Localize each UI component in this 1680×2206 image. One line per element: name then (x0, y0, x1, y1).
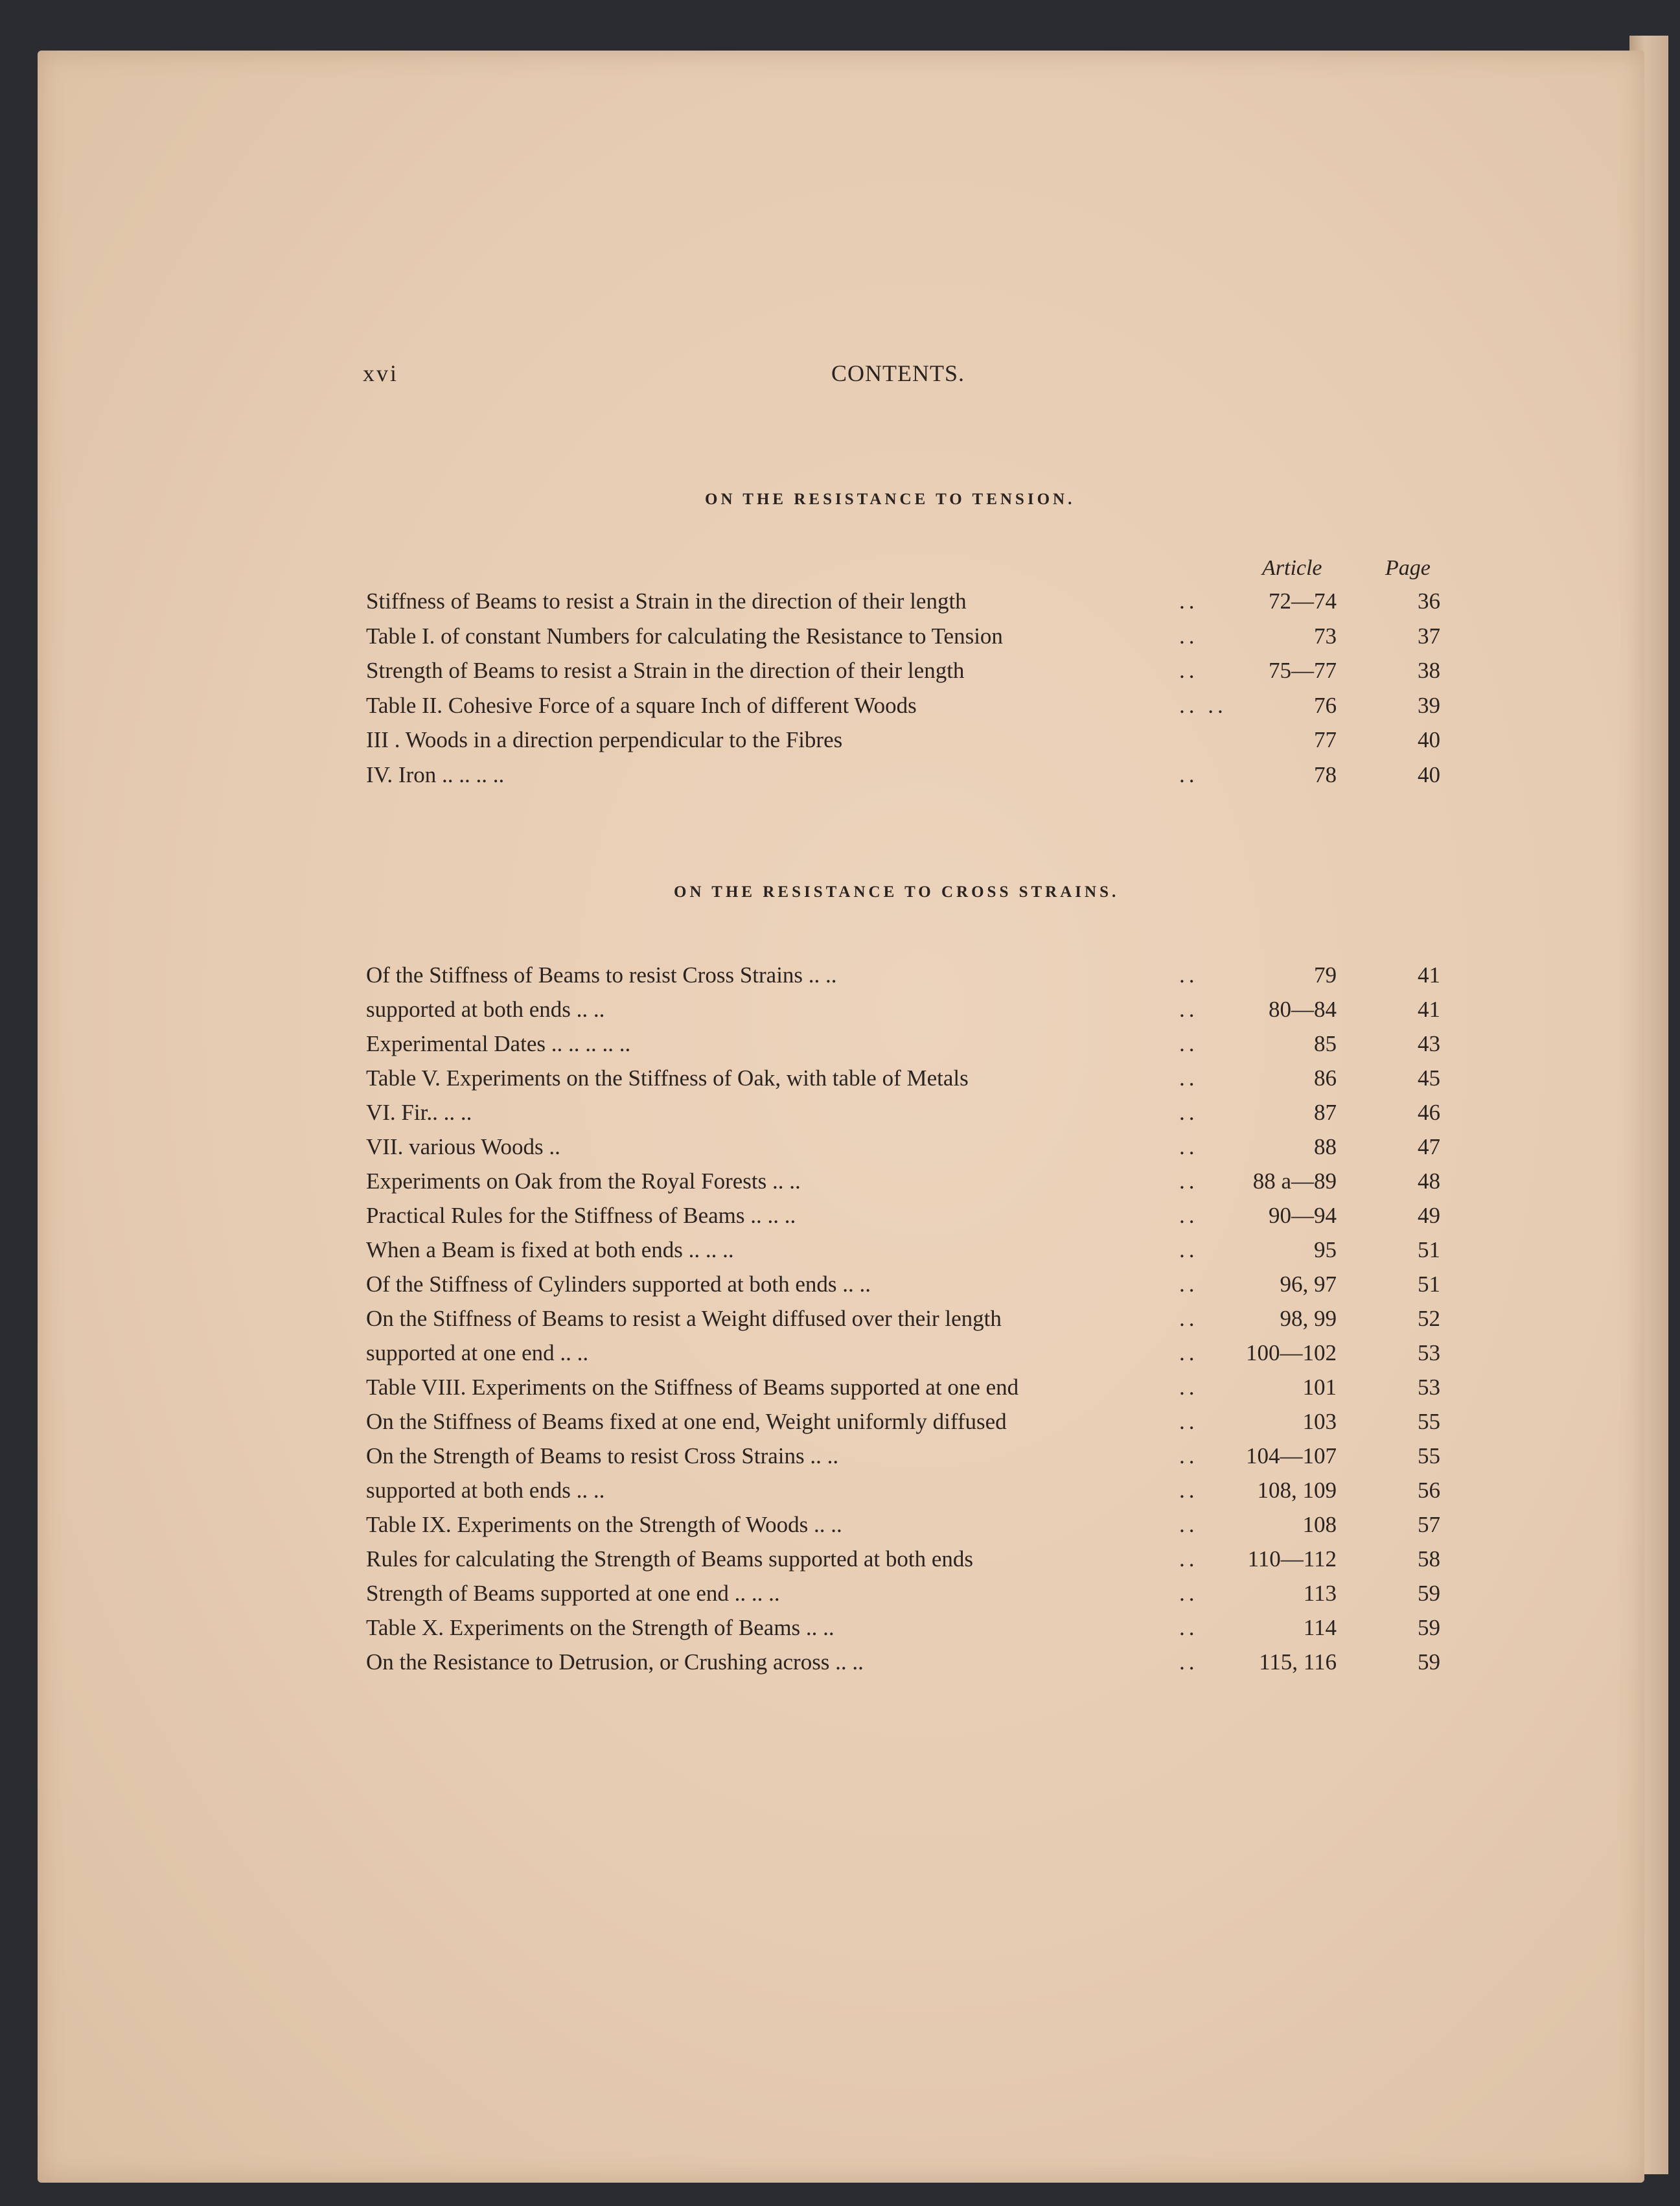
article-number: 78 (1314, 761, 1337, 787)
leader-dots: .. (1179, 997, 1199, 1022)
article-number: 88 a—89 (1252, 1168, 1337, 1194)
leader-dots: .. (1179, 1065, 1199, 1091)
column-header-page: Page (1385, 556, 1431, 580)
article-number: 110—112 (1247, 1546, 1337, 1572)
article-number: 76 (1314, 692, 1337, 718)
article-number: 98, 99 (1280, 1306, 1337, 1331)
toc-entry (0, 1271, 1680, 1304)
page-number: 51 (1418, 1237, 1440, 1262)
article-number: 75—77 (1269, 658, 1337, 683)
leader-dots: .. (1179, 1581, 1199, 1606)
entry-title: Table VIII. Experiments on the Stiffness of Beams supported at one end (366, 1375, 1019, 1400)
entry-title: IV. Iron .. .. .. .. (366, 761, 505, 787)
entry-title: Rules for calculating the Strength of Beams supported at both ends (366, 1546, 974, 1572)
entry-title: When a Beam is fixed at both ends .. .. .. (366, 1237, 734, 1262)
leader-dots: .. (1179, 1271, 1199, 1297)
toc-entry (0, 997, 1680, 1029)
article-number: 87 (1314, 1100, 1337, 1125)
leader-dots: .. (1179, 1546, 1199, 1572)
toc-entry (0, 1168, 1680, 1201)
leader-dots: .. (1179, 1409, 1199, 1434)
leader-dots: .. (1179, 1134, 1199, 1159)
toc-entry (0, 1443, 1680, 1476)
article-number: 72—74 (1269, 588, 1337, 614)
section-heading-tension: ON THE RESISTANCE TO TENSION. (705, 491, 1076, 508)
section-heading-cross-strains: ON THE RESISTANCE TO CROSS STRAINS. (674, 883, 1120, 901)
entry-title: On the Stiffness of Beams fixed at one end, Weight uniformly diffused (366, 1409, 1007, 1434)
leader-dots: .. (1179, 1203, 1199, 1228)
page-number: 57 (1418, 1512, 1440, 1537)
toc-entry (0, 1581, 1680, 1613)
entry-title: Strength of Beams to resist a Strain in the direction of their length (366, 658, 965, 683)
toc-entry (0, 1031, 1680, 1063)
entry-title: supported at both ends .. .. (366, 997, 605, 1022)
entry-title: Strength of Beams supported at one end .. .. .. (366, 1581, 780, 1606)
leader-dots: .. (1179, 1615, 1199, 1640)
leader-dots: .. (1179, 1100, 1199, 1125)
page-number: 40 (1418, 727, 1440, 752)
article-number: 101 (1302, 1375, 1337, 1400)
toc-entry (0, 623, 1680, 656)
page-number: 52 (1418, 1306, 1440, 1331)
leader-dots: .. (1179, 658, 1199, 683)
article-number: 86 (1314, 1065, 1337, 1091)
entry-title: On the Strength of Beams to resist Cross Strains .. .. (366, 1443, 839, 1469)
toc-entry (0, 1512, 1680, 1544)
leader-dots: .. (1179, 1031, 1199, 1056)
entry-title: Of the Stiffness of Beams to resist Cross Strains .. .. (366, 962, 837, 988)
page-number: 49 (1418, 1203, 1440, 1228)
article-number: 80—84 (1269, 997, 1337, 1022)
entry-title: Of the Stiffness of Cylinders supported at both ends .. .. (366, 1271, 871, 1297)
entry-title: Experimental Dates .. .. .. .. .. (366, 1031, 631, 1056)
article-number: 108, 109 (1257, 1478, 1337, 1503)
entry-title: VI. Fir.. .. .. (366, 1100, 472, 1125)
article-number: 95 (1314, 1237, 1337, 1262)
article-number: 96, 97 (1280, 1271, 1337, 1297)
toc-entry (0, 1203, 1680, 1235)
page-number: 53 (1418, 1340, 1440, 1365)
toc-entry (0, 1134, 1680, 1167)
page-number: 45 (1418, 1065, 1440, 1091)
article-number: 108 (1302, 1512, 1337, 1537)
column-header-article: Article (1262, 556, 1322, 580)
entry-title: Table I. of constant Numbers for calculating the Resistance to Tension (366, 623, 1003, 649)
toc-entry (0, 658, 1680, 690)
entry-title: On the Stiffness of Beams to resist a Weight diffused over their length (366, 1306, 1002, 1331)
toc-entry (0, 1065, 1680, 1098)
leader-dots: .. (1179, 1168, 1199, 1194)
page-number: 53 (1418, 1375, 1440, 1400)
toc-entry (0, 762, 1680, 795)
entry-title: supported at both ends .. .. (366, 1478, 605, 1503)
page-number: 37 (1418, 623, 1440, 649)
page-title: CONTENTS. (831, 360, 965, 386)
article-number: 79 (1314, 962, 1337, 988)
toc-entry (0, 1478, 1680, 1510)
page-number: 51 (1418, 1271, 1440, 1297)
toc-entry (0, 693, 1680, 725)
article-number: 100—102 (1246, 1340, 1337, 1365)
leader-dots: .. (1179, 1512, 1199, 1537)
entry-title: Practical Rules for the Stiffness of Beams .. .. .. (366, 1203, 796, 1228)
page-number: 43 (1418, 1031, 1440, 1056)
entry-title: Table X. Experiments on the Strength of Beams .. .. (366, 1615, 834, 1640)
toc-entry (0, 1340, 1680, 1373)
entry-title: Table V. Experiments on the Stiffness of Oak, with table of Metals (366, 1065, 969, 1091)
leader-dots: .. (1179, 623, 1199, 649)
entry-title: supported at one end .. .. (366, 1340, 589, 1365)
page-number: 41 (1418, 962, 1440, 988)
article-number: 85 (1314, 1031, 1337, 1056)
entry-title: III . Woods in a direction perpendicular to the Fibres (366, 727, 843, 752)
page-number: 39 (1418, 692, 1440, 718)
page-folio: xvi (363, 360, 399, 386)
entry-title: Experiments on Oak from the Royal Forests .. .. (366, 1168, 801, 1194)
page-number: 47 (1418, 1134, 1440, 1159)
toc-entry (0, 1237, 1680, 1270)
page-number: 48 (1418, 1168, 1440, 1194)
leader-dots: .. (1179, 962, 1199, 988)
toc-entry (0, 962, 1680, 995)
toc-entry (0, 1306, 1680, 1338)
page-number: 41 (1418, 997, 1440, 1022)
toc-entry (0, 1409, 1680, 1441)
article-number: 77 (1314, 727, 1337, 752)
leader-dots: .. (1179, 1478, 1199, 1503)
article-number: 115, 116 (1259, 1649, 1337, 1675)
entry-title: Table IX. Experiments on the Strength of Woods .. .. (366, 1512, 842, 1537)
page-number: 59 (1418, 1581, 1440, 1606)
entry-title: VII. various Woods .. (366, 1134, 560, 1159)
article-number: 103 (1302, 1409, 1337, 1434)
leader-dots: .. (1179, 1649, 1199, 1675)
page-number: 36 (1418, 588, 1440, 614)
page-number: 38 (1418, 658, 1440, 683)
leader-dots: .. (1179, 1443, 1199, 1469)
toc-entry (0, 1649, 1680, 1682)
article-number: 104—107 (1246, 1443, 1337, 1469)
leader-dots: .. (1179, 1306, 1199, 1331)
page-number: 59 (1418, 1649, 1440, 1675)
leader-dots: .. (1179, 1375, 1199, 1400)
leader-dots: .. (1179, 1237, 1199, 1262)
article-number: 90—94 (1269, 1203, 1337, 1228)
leader-dots: .. (1179, 761, 1199, 787)
page-number: 55 (1418, 1443, 1440, 1469)
article-number: 114 (1303, 1615, 1337, 1640)
entry-title: Table II. Cohesive Force of a square Inch of different Woods (366, 692, 917, 718)
leader-dots: .. .. (1179, 692, 1227, 718)
article-number: 88 (1314, 1134, 1337, 1159)
toc-entry (0, 727, 1680, 760)
toc-entry (0, 1615, 1680, 1647)
page-number: 40 (1418, 761, 1440, 787)
entry-title: On the Resistance to Detrusion, or Crushing across .. .. (366, 1649, 864, 1675)
page-number: 59 (1418, 1615, 1440, 1640)
toc-entry (0, 588, 1680, 621)
page-number: 55 (1418, 1409, 1440, 1434)
page-number: 58 (1418, 1546, 1440, 1572)
toc-entry (0, 1375, 1680, 1407)
leader-dots: .. (1179, 1340, 1199, 1365)
article-number: 73 (1314, 623, 1337, 649)
entry-title: Stiffness of Beams to resist a Strain in the direction of their length (366, 588, 967, 614)
page-number: 56 (1418, 1478, 1440, 1503)
page-number: 46 (1418, 1100, 1440, 1125)
toc-entry (0, 1546, 1680, 1579)
article-number: 113 (1303, 1581, 1337, 1606)
toc-entry (0, 1100, 1680, 1132)
leader-dots: .. (1179, 588, 1199, 614)
